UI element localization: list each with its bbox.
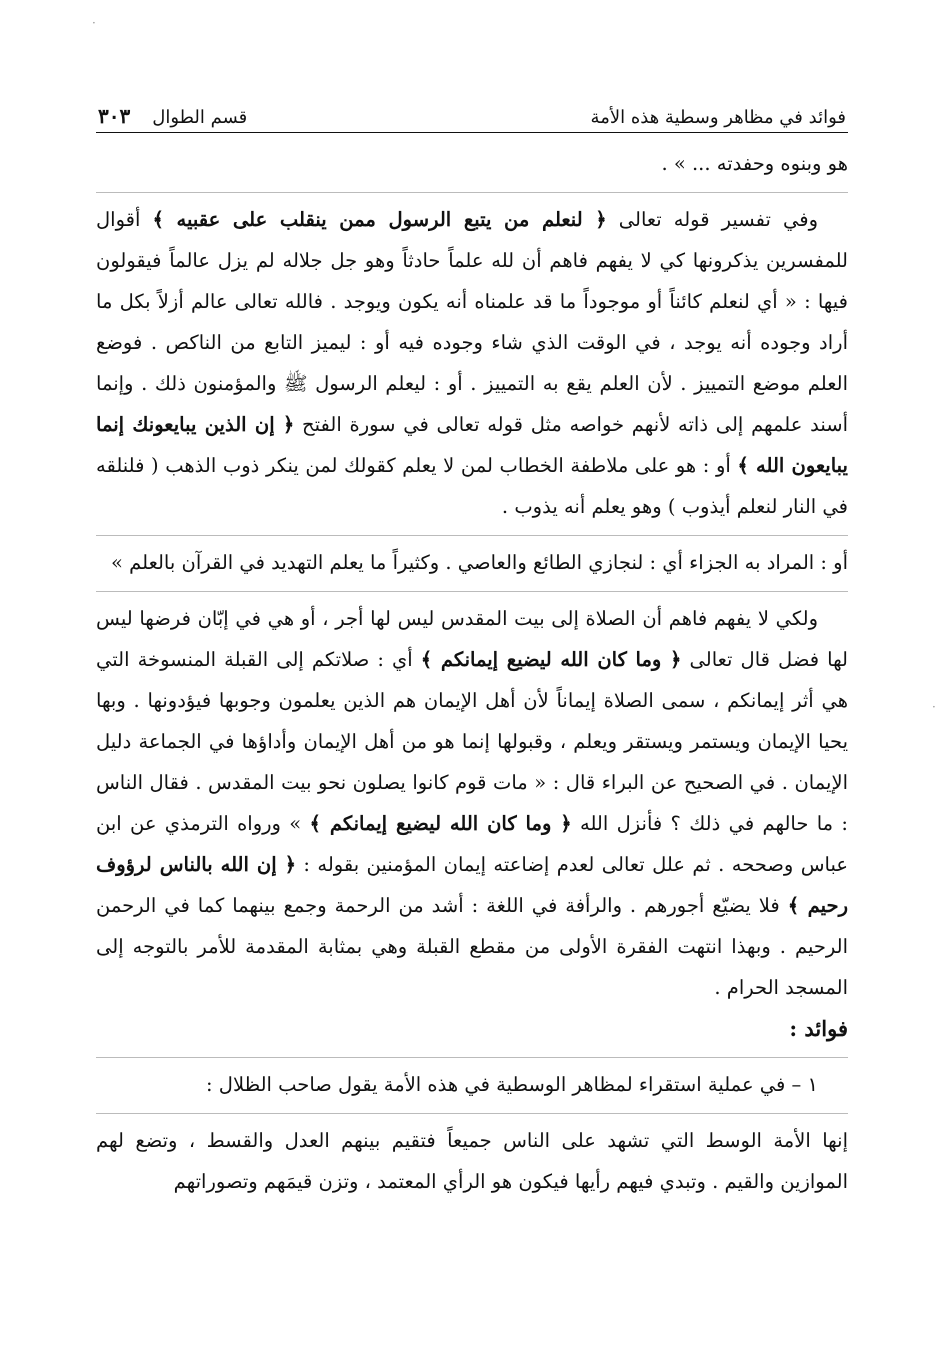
- divider: [96, 1113, 848, 1114]
- paragraph-zilal: إنها الأمة الوسط التي تشهد على الناس جميعاً فتقيم بينهم العدل والقسط ، وتضع لهم الموازين والقيم . وتبدي فيهم رأيها فيكون هو الرأي المعتمد ، وتزن قيمَهم وتصوراتهم: [96, 1129, 848, 1193]
- book-title: فوائد في مظاهر وسطية هذه الأمة: [590, 107, 846, 128]
- body-text: [96, 143, 848, 1202]
- page-number: ٣٠٣: [98, 104, 131, 128]
- quran-verse: ﴿ وما كان الله ليضيع إيمانكم ﴾: [420, 648, 682, 671]
- divider: [96, 1057, 848, 1058]
- paragraph-jazaa: أو : المراد به الجزاء أي : لنجازي الطائع والعاصي . وكثيراً ما يعلم التهديد في القرآن بالعلم »: [111, 551, 848, 574]
- divider: [96, 535, 848, 536]
- running-header: [96, 88, 848, 133]
- section-title: فوائد :: [789, 1016, 848, 1041]
- divider: [96, 192, 848, 193]
- paragraph-salah: ولكي لا يفهم فاهم أن الصلاة إلى بيت المقدس ليس لها أجر ، أو هي في إبّان فرضها ليس لها فضل قال تعالى ﴿ وما كان الله ليضيع إيمانكم ﴾ أي : صلاتكم إلى القبلة المنسوخة التي هي أثر إيمانكم ، سمى الصلاة إيماناً لأن أهل الإيمان هم الذين يعلمون وجوبها فيؤدونها . وبها يحيا الإيمان ويستمر ويستقر ويعلم ، وقبولها إنما هو من أهل الإيمان وأداؤها في الجماعة دليل الإيمان . في الصحيح عن البراء قال : « مات قوم كانوا يصلون نحو بيت المقدس . فقال الناس : ما حالهم في ذلك ؟ فأنزل الله ﴿ وما كان الله ليضيع إيمانكم ﴾ » ورواه الترمذي عن ابن عباس وصححه . ثم علل تعالى لعدم إضاعته إيمان المؤمنين بقوله : ﴿ إن الله بالناس لرؤوف رحيم ﴾ فلا يضيّع أجورهم . والرأفة في اللغة : أشد من الرحمة وجمع بينهما كما في الرحمن الرحيم . وبهذا انتهت الفقرة الأولى من مقطع القبلة وهي بمثابة المقدمة للأمر بالتوجه إلى المسجد الحرام .: [96, 607, 848, 999]
- section-name: قسم الطوال: [152, 107, 248, 128]
- scan-speck: ·: [932, 700, 936, 714]
- quran-verse: ﴿ إن الذين يبايعونك إنما يبايعون الله ﴾: [96, 413, 848, 477]
- book-page: [96, 88, 848, 1202]
- quran-verse: ﴿ لنعلم من يتبع الرسول ممن ينقلب على عقبيه ﴾: [152, 208, 607, 231]
- quran-verse: ﴿ وما كان الله ليضيع إيمانكم ﴾: [309, 812, 572, 835]
- scan-speck: ·: [92, 16, 96, 30]
- paragraph-tafsir: وفي تفسير قوله تعالى ﴿ لنعلم من يتبع الرسول ممن ينقلب على عقبيه ﴾ أقوال للمفسرين يذكرونها كي لا يفهم فاهم أن لله علماً حادثاً وهو جل جلاله لم يزل عالماً فيقولون فيها : « أي لنعلم كائناً أو موجوداً ما قد علمناه أنه يكون ويوجد . فالله تعالى عالم أزلاً بكل ما أراد وجوده أنه يوجد ، في الوقت الذي شاء وجوده فيه أو : ليميز التابع من الناكص . فوضع العلم موضع التمييز . لأن العلم يقع به التمييز . أو : ليعلم الرسول ﷺ والمؤمنون ذلك . وإنما أسند علمهم إلى ذاته لأنهم خواصه مثل قوله تعالى في سورة الفتح ﴿ إن الذين يبايعونك إنما يبايعون الله ﴾ أو : هو على ملاطفة الخطاب لمن لا يعلم كقولك لمن ينكر ذوب الذهب ( فلنلقه في النار لنعلم أيذوب ) وهو يعلم أنه يذوب .: [96, 208, 848, 518]
- quran-verse: ﴿ إن الله بالناس لرؤوف رحيم ﴾: [96, 853, 848, 917]
- paragraph-continuation: هو وبنوه وحفدته ... » .: [661, 152, 848, 175]
- paragraph-point-1: ١ – في عملية استقراء لمظاهر الوسطية في هذه الأمة يقول صاحب الظلال :: [206, 1073, 818, 1096]
- header-left-group: [98, 104, 247, 128]
- divider: [96, 591, 848, 592]
